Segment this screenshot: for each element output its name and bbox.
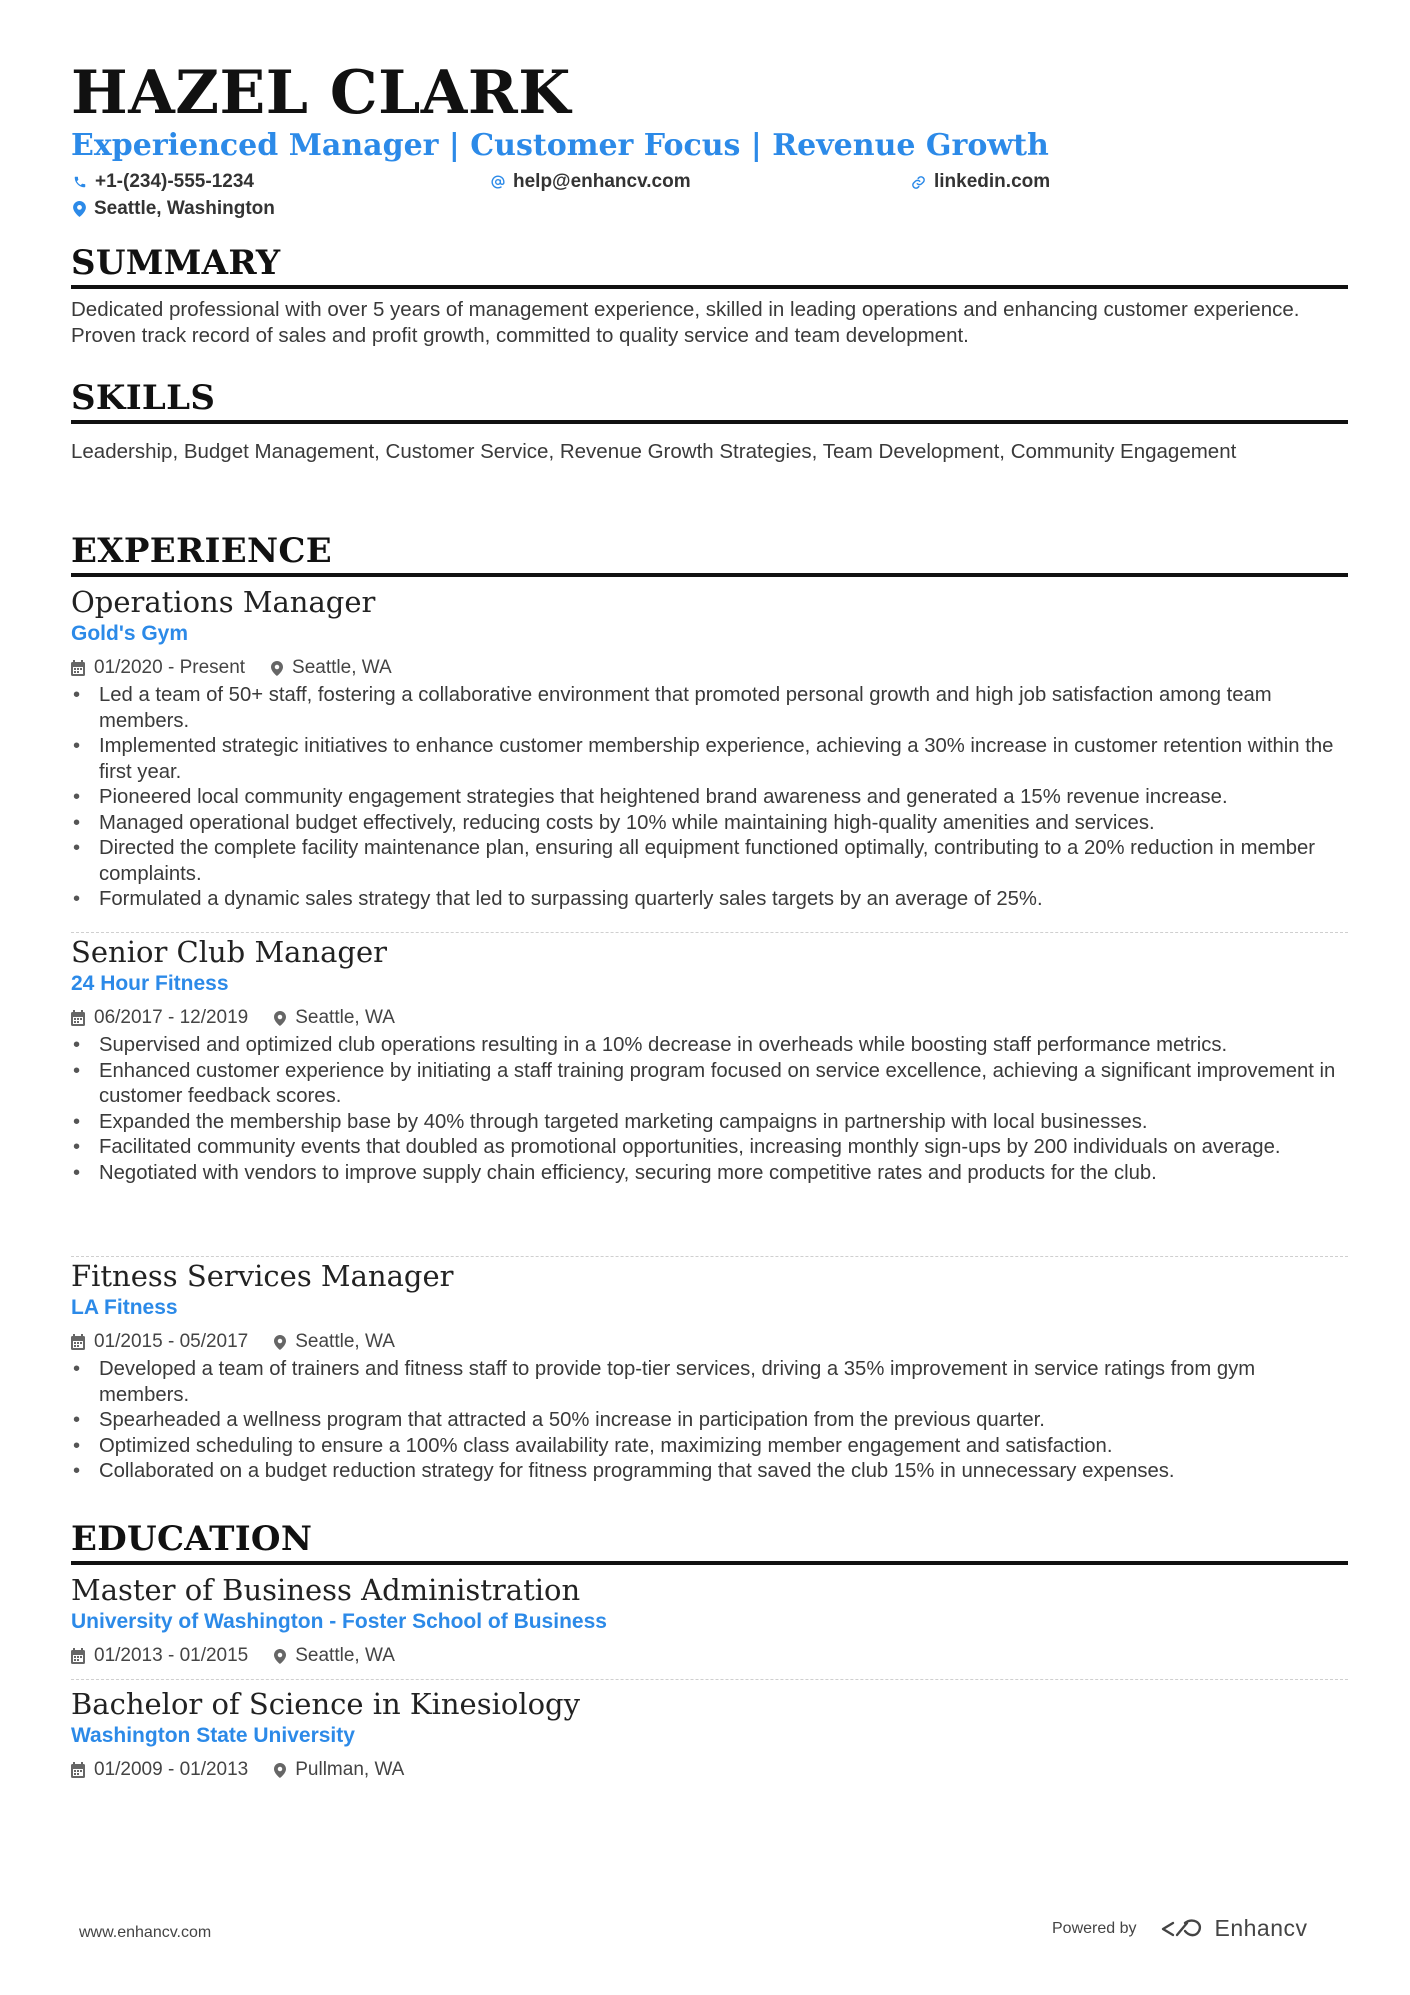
- company-name: LA Fitness: [71, 1296, 178, 1319]
- job-meta: [71, 1004, 1348, 1032]
- location-pin-icon: [274, 1763, 286, 1778]
- job-bullets: [71, 1033, 1348, 1186]
- bullet-item: • Managed operational budget effectively, reducing costs by 10% while maintaining high-quality amenities and services.: [71, 811, 1348, 837]
- bullet-item: • Developed a team of trainers and fitness staff to provide top-tier services, driving a 35% improvement in service ratings from gym members.: [71, 1357, 1348, 1408]
- job-title: Senior Club Manager: [71, 935, 387, 969]
- location-pin-icon: [274, 1649, 286, 1664]
- education-dates: 01/2009 - 01/2013: [71, 1756, 248, 1784]
- bullet-item: • Supervised and optimized club operations resulting in a 10% decrease in overheads while boosting staff performance metrics.: [71, 1033, 1348, 1059]
- job-location: Seattle, WA: [274, 1004, 395, 1032]
- job-title: Fitness Services Manager: [71, 1259, 454, 1293]
- bullet-item: • Directed the complete facility maintenance plan, ensuring all equipment functioned optimally, contributing to a 20% reduction in member complaints.: [71, 836, 1348, 887]
- job-dates: 01/2015 - 05/2017: [71, 1328, 248, 1356]
- education-meta: [71, 1642, 1348, 1670]
- contact-link[interactable]: [911, 170, 1050, 194]
- at-icon: [491, 175, 505, 189]
- education-location: Pullman, WA: [274, 1756, 404, 1784]
- job-location: Seattle, WA: [274, 1328, 395, 1356]
- bullet-item: • Optimized scheduling to ensure a 100% class availability rate, maximizing member engagement and satisfaction.: [71, 1434, 1348, 1460]
- job-entry: [71, 1258, 1348, 1485]
- education-location: Seattle, WA: [274, 1642, 395, 1670]
- contact-email[interactable]: [491, 170, 691, 194]
- brand-name: Enhancv: [1214, 1915, 1308, 1941]
- candidate-headline: Experienced Manager | Customer Focus | Revenue Growth: [71, 128, 1049, 163]
- company-name: 24 Hour Fitness: [71, 972, 229, 995]
- candidate-name: HAZEL CLARK: [71, 58, 571, 128]
- calendar-icon: [71, 1762, 85, 1778]
- location-pin-icon: [274, 1335, 286, 1350]
- job-bullets: [71, 1357, 1348, 1485]
- calendar-icon: [71, 1010, 85, 1026]
- job-entry: [71, 584, 1348, 913]
- skills-text: Leadership, Budget Management, Customer Service, Revenue Growth Strategies, Team Development, Community Engagement: [71, 440, 1237, 463]
- entry-divider: [71, 1256, 1348, 1257]
- summary-heading: SUMMARY: [71, 243, 1348, 289]
- email-text: help@enhancv.com: [513, 171, 691, 192]
- bullet-item: • Enhanced customer experience by initiating a staff training program focused on service excellence, achieving a significant improvement in customer feedback scores.: [71, 1059, 1348, 1110]
- calendar-icon: [71, 1334, 85, 1350]
- education-entry: [71, 1686, 1348, 1784]
- summary-text: Dedicated professional with over 5 years of management experience, skilled in leading operations and enhancing customer experience. Proven track record of sales and profit growth, committed to quality service and team development.: [71, 298, 1300, 347]
- phone-text: +1-(234)-555-1234: [95, 171, 254, 192]
- bullet-item: • Formulated a dynamic sales strategy that led to surpassing quarterly sales targets by an average of 25%.: [71, 887, 1348, 913]
- job-meta: [71, 654, 1348, 682]
- bullet-item: • Collaborated on a budget reduction strategy for fitness programming that saved the club 15% in unnecessary expenses.: [71, 1459, 1348, 1485]
- experience-heading: EXPERIENCE: [71, 531, 1348, 577]
- location-pin-icon: [73, 201, 86, 217]
- job-title: Operations Manager: [71, 585, 376, 619]
- powered-by-label: Powered by: [1052, 1919, 1137, 1937]
- contact-phone[interactable]: [73, 170, 254, 194]
- entry-divider: [71, 1679, 1348, 1680]
- school-name: Washington State University: [71, 1724, 355, 1747]
- skills-heading: SKILLS: [71, 378, 1348, 424]
- company-name: Gold's Gym: [71, 622, 189, 645]
- education-entry: [71, 1572, 1348, 1670]
- phone-icon: [73, 175, 87, 189]
- education-heading: EDUCATION: [71, 1519, 1348, 1565]
- bullet-item: • Pioneered local community engagement strategies that heightened brand awareness and generated a 15% revenue increase.: [71, 785, 1348, 811]
- location-text: Seattle, Washington: [94, 198, 275, 219]
- job-entry: [71, 934, 1348, 1186]
- location-pin-icon: [271, 661, 283, 676]
- job-dates: 01/2020 - Present: [71, 654, 245, 682]
- job-meta: [71, 1328, 1348, 1356]
- bullet-item: • Facilitated community events that doubled as promotional opportunities, increasing monthly sign-ups by 200 individuals on average.: [71, 1135, 1348, 1161]
- bullet-item: • Negotiated with vendors to improve supply chain efficiency, securing more competitive rates and products for the club.: [71, 1161, 1348, 1187]
- education-dates: 01/2013 - 01/2015: [71, 1642, 248, 1670]
- link-icon: [911, 175, 926, 190]
- footer-branding[interactable]: [1052, 1915, 1308, 1942]
- bullet-item: • Expanded the membership base by 40% through targeted marketing campaigns in partnership with local businesses.: [71, 1110, 1348, 1136]
- enhancv-logo-icon: [1159, 1917, 1205, 1941]
- education-meta: [71, 1756, 1348, 1784]
- degree-title: Bachelor of Science in Kinesiology: [71, 1687, 581, 1721]
- location-pin-icon: [274, 1011, 286, 1026]
- job-dates: 06/2017 - 12/2019: [71, 1004, 248, 1032]
- school-name: University of Washington - Foster School of Business: [71, 1610, 607, 1633]
- link-text: linkedin.com: [934, 171, 1051, 192]
- calendar-icon: [71, 660, 85, 676]
- bullet-item: • Spearheaded a wellness program that attracted a 50% increase in participation from the previous quarter.: [71, 1408, 1348, 1434]
- calendar-icon: [71, 1648, 85, 1664]
- job-location: Seattle, WA: [271, 654, 392, 682]
- job-bullets: [71, 683, 1348, 913]
- contact-location: [73, 197, 275, 221]
- bullet-item: • Implemented strategic initiatives to enhance customer membership experience, achieving a 30% increase in customer retention within the first year.: [71, 734, 1348, 785]
- degree-title: Master of Business Administration: [71, 1573, 581, 1607]
- footer-website[interactable]: www.enhancv.com: [79, 1924, 212, 1941]
- bullet-item: • Led a team of 50+ staff, fostering a collaborative environment that promoted personal growth and high job satisfaction among team members.: [71, 683, 1348, 734]
- entry-divider: [71, 932, 1348, 933]
